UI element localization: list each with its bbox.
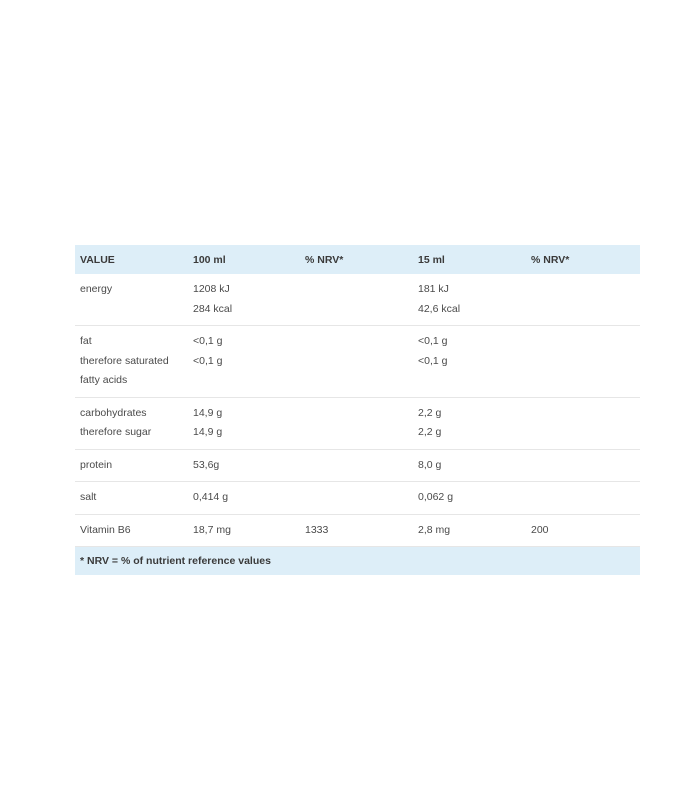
- value-15ml: 8,0 g: [418, 458, 442, 471]
- table-body: [75, 274, 640, 547]
- table-row: [75, 326, 640, 398]
- nrv-15ml-cell: [526, 397, 640, 449]
- header-nrv-15ml: % NRV*: [526, 245, 640, 274]
- value-100ml: 1208 kJ: [193, 283, 230, 295]
- nrv-100ml-cell: [300, 397, 413, 449]
- table-row: [75, 274, 640, 326]
- value-15ml: 0,062 g: [418, 491, 454, 503]
- nutrient-name: energy: [80, 283, 113, 295]
- nrv-15ml-cell: [526, 326, 640, 398]
- nrv-15ml-cell: [526, 514, 640, 547]
- nrv-100ml: 1333: [305, 523, 329, 536]
- value-15ml: 2,2 g: [418, 406, 442, 419]
- nrv-100ml-cell: [300, 274, 413, 326]
- table-row: [75, 397, 640, 449]
- nutrient-name-cell: [75, 449, 188, 482]
- value-100ml: 284 kcal: [193, 302, 233, 315]
- value-15ml-cell: [413, 326, 526, 398]
- value-15ml: <0,1 g: [418, 354, 448, 367]
- value-15ml-cell: [413, 514, 526, 547]
- nrv-100ml-cell: [300, 482, 413, 515]
- nutrient-name: salt: [80, 491, 97, 503]
- value-100ml-cell: [188, 326, 300, 398]
- nrv-100ml-cell: [300, 514, 413, 547]
- table-header-row: [75, 245, 640, 274]
- nutrient-name: therefore saturated fatty acids: [80, 354, 169, 386]
- nrv-100ml-cell: [300, 326, 413, 398]
- nutrient-name-cell: [75, 482, 188, 515]
- nutrition-table: [75, 245, 640, 575]
- nutrient-name-cell: [75, 397, 188, 449]
- table-row: [75, 482, 640, 515]
- nrv-15ml-cell: [526, 482, 640, 515]
- table-row: [75, 514, 640, 547]
- value-15ml-cell: [413, 449, 526, 482]
- nrv-15ml: 200: [531, 523, 549, 536]
- value-100ml: <0,1 g: [193, 335, 223, 347]
- nrv-100ml-cell: [300, 449, 413, 482]
- value-100ml: 14,9 g: [193, 406, 223, 419]
- header-nrv-100ml: % NRV*: [300, 245, 413, 274]
- value-100ml: 18,7 mg: [193, 523, 231, 536]
- header-100ml: 100 ml: [188, 245, 300, 274]
- value-100ml: <0,1 g: [193, 354, 223, 367]
- footnote: * NRV = % of nutrient reference values: [75, 547, 640, 576]
- header-15ml: 15 ml: [413, 245, 526, 274]
- value-15ml: 2,8 mg: [418, 523, 451, 536]
- value-100ml-cell: [188, 397, 300, 449]
- nutrient-name-cell: [75, 326, 188, 398]
- value-100ml-cell: [188, 514, 300, 547]
- nutrient-name: fat: [80, 335, 92, 347]
- nutrient-name: therefore sugar: [80, 426, 152, 438]
- value-100ml-cell: [188, 449, 300, 482]
- nutrient-name-cell: [75, 514, 188, 547]
- value-15ml-cell: [413, 397, 526, 449]
- value-100ml-cell: [188, 482, 300, 515]
- value-100ml-cell: [188, 274, 300, 326]
- value-15ml-cell: [413, 274, 526, 326]
- value-100ml: 53,6g: [193, 458, 220, 471]
- nrv-15ml-cell: [526, 274, 640, 326]
- table-row: [75, 449, 640, 482]
- value-15ml: 2,2 g: [418, 426, 442, 438]
- nutrient-name: Vitamin B6: [80, 523, 131, 536]
- value-15ml: <0,1 g: [418, 335, 448, 347]
- nrv-15ml-cell: [526, 449, 640, 482]
- value-15ml-cell: [413, 482, 526, 515]
- header-value: VALUE: [75, 245, 188, 274]
- nutrient-name: protein: [80, 458, 113, 471]
- value-100ml: 0,414 g: [193, 491, 229, 503]
- footnote-row: [75, 547, 640, 576]
- value-100ml: 14,9 g: [193, 426, 223, 438]
- value-15ml: 181 kJ: [418, 283, 449, 295]
- nutrient-name: carbohydrates: [80, 406, 147, 419]
- value-15ml: 42,6 kcal: [418, 302, 461, 315]
- nutrient-name-cell: [75, 274, 188, 326]
